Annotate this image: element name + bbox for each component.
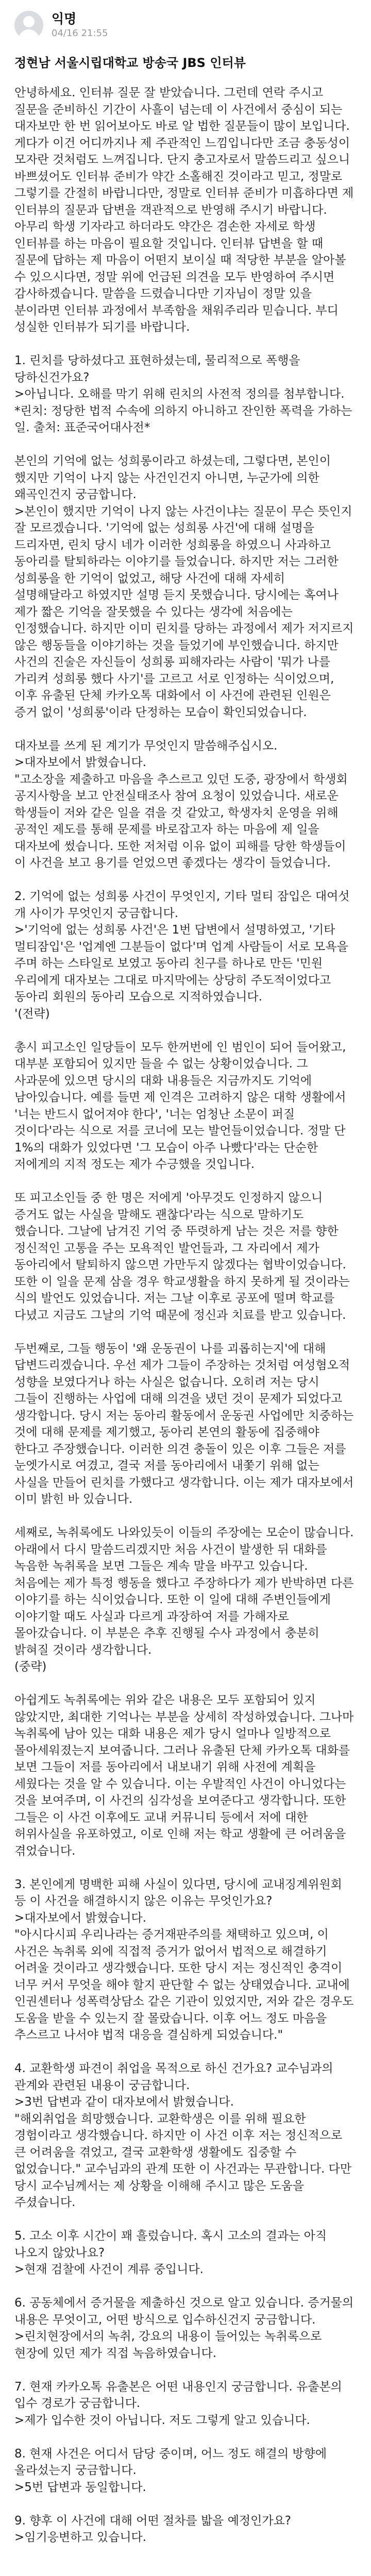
author-name: 익명	[52, 11, 77, 26]
post-header	[14, 9, 357, 41]
avatar-head-shape	[23, 16, 35, 27]
avatar-body-shape	[19, 29, 39, 40]
post-title: 정현남 서울시립대학교 방송국 JBS 인터뷰	[14, 56, 246, 70]
avatar[interactable]	[14, 11, 43, 40]
post-timestamp: 04/16 21:55	[52, 28, 108, 39]
author-block	[52, 11, 108, 39]
post-body: 안녕하세요. 인터뷰 질문 잘 받았습니다. 그런데 연락 주시고 질문을 준비하신 기간이 사흘이 넘는데 이 사건에서 중심이 되는 대자보만 한 번 읽어보아도 바로 알 법한 질문들이 많이 보입니다. 게다가 이건 어디까지나 제 주관적인 느낌입니다만 조금 충동성이 모자란 것처럼도 느껴집니다. 단지 충고자로서 말씀드리고 싶으니 바쁘셨어도 인터뷰 준비가 약간 소홀해진 것이라고 믿고, 정말로 그렇기를 간절히 바랍니다만, 정말로 인터뷰 준비가 미흡하다면 제 인터뷰의 질문과 답변을 객관적으로 반영해 주시기 바랍니다. 아무리 학생 기자라고 하더라도 약간은 겸손한 자세로 학생 인터뷰를 하는 마음이 필요할 것입니다. 인터뷰 답변을 할 때 질문에 답하는 제 마음이 어떤지 보이실 때 적당한 부분을 알아볼 수 있으시다면, 정말 위에 언급된 의견을 모두 반영하여 주시면 감사하겠습니다. 말씀을 드렸습니다만 기자님이 정말 있을 분이라면 인터뷰 과정에서 부족함을 채워주리라 믿습니다. 부디 성실한 인터뷰가 되기를 바랍니다. 1. 린치를 당하셨다고 표현하셨는데, 물리적으로 폭행을 당하신건가요? >아닙니다. 오해를 막기 위해 린치의 사전적 정의를 첨부합니다. *린치: 정당한 법적 수속에 의하지 아니하고 잔인한 폭력을 가하는 일. 출처: 표준국어대사전* 본인의 기억에 없는 성희롱이라고 하셨는데, 그렇다면, 본인이 했지만 기억이 나지 않는 사건인건지 아니면, 누군가에 의한 왜곡인건지 궁금합니다. >본인이 했지만 기억이 나지 않는 사건이냐는 질문이 무슨 뜻인지 잘 모르겠습니다. '기억에 없는 성희롱 사건'에 대해 설명을 드리자면, 린치 당시 네가 이러한 성희롱을 하였으니 사과하고 동아리를 탈퇴하라는 이야기를 들었습니다. 하지만 저는 그러한 성희롱을 한 기억이 없었고, 해당 사건에 대해 자세히 설명해달라고 하였지만 설명 듣지 못했습니다. 당시에는 혹여나 제가 짧은 기억을 잘못했을 수 있다는 생각에 처음에는 인정했습니다. 하지만 이미 린치를 당하는 과정에서 제가 저지르지 않은 행동들을 이야기하는 것을 들었기에 부인했습니다. 하지만 사건의 진술은 자신들이 성희롱 피해자라는 사람이 '뭐가 나를 가리켜 성희롱 했다 사기'를 고르고 서로 인정하는 식이었으며, 이후 유출된 단체 카카오톡 대화에서 이 사건에 관련된 인원은 증거 없이 '성희롱'이라 단정하는 모습이 확인되었습니다. 대자보를 쓰게 된 계기가 무엇인지 말씀해주십시오. >대자보에서 밝혔습니다. "고소장을 제출하고 마음을 추스르고 있던 도중, 광장에서 학생회 공지사항을 보고 안전실태조사 참여 요청이 있었습니다. 새로운 학생들이 저와 같은 일을 겪을 것 같았고, 학생자치 운영을 위해 공적인 제도를 통해 문제를 바로잡고자 하는 마음에 제 일을 대자보에 썼습니다. 또한 저처럼 이유 없이 피해를 당한 학생들이 이 사건을 보고 용기를 얻었으면 좋겠다는 생각이 들었습니다. 2. 기억에 없는 성희롱 사건이 무엇인지, 기타 멀티 잠입은 대여섯 개 사이가 무엇인지 궁금합니다. >'기억에 없는 성희롱 사건'은 1번 답변에서 설명하였고, '기타 멀티잠입'은 '업계엔 그분들이 없다'며 업계 사람들이 서로 모욕을 주며 하는 스타일로 보였고 동아리 친구를 하나로 만든 '민원 우리에게 대자보는 그대로 마지막에는 상당히 주도적이었다고 동아리 회원의 동아리 모습으로 지적하였습니다. '(전략) 총시 피고소인 일당들이 모두 한꺼번에 인 범인이 되어 들어왔고, 대부분 포함되어 있지만 들을 수 없는 상황이었습니다. 그 사과문에 있으면 당시의 대화 내용들은 지금까지도 기억에 남아있습니다. 예를 들면 제 인격은 고려하지 않은 대학 생활에서 '너는 반드시 없어져야 한다', '너는 엄청난 소문이 퍼질 것이다'라는 식으로 저를 코너에 모는 발언들이었습니다. 정말 단 1%의 대화가 있었다면 '그 모습이 아주 나빴다'라는 단순한 저에게의 지적 정도는 제가 수긍했을 것입니다. 또 피고소인들 중 한 명은 저에게 '아무것도 인정하지 않으니 증거도 없는 사실을 말해도 괜찮다'라는 식으로 말하기도 했습니다. 그날에 남겨진 기억 중 뚜렷하게 남는 것은 저를 향한 정신적인 고통을 주는 모욕적인 발언들과, 그 자리에서 제가 동아리에서 탈퇴하지 않으면 가만두지 않겠다는 협박이었습니다. 또한 이 일을 문제 삼을 경우 학교생활을 하지 못하게 될 것이라는 식의 발언도 있었습니다. 저는 그날 이후로 공포에 떨며 학교를 다녔고 지금도 그날의 기억 때문에 정신과 치료를 받고 있습니다. 두번째로, 그들 행동이 '왜 운동권이 나를 괴롭히는지'에 대해 답변드리겠습니다. 우선 제가 그들이 주장하는 것처럼 여성혐오적 성향을 보였다거나 하는 사실은 없습니다. 오히려 저는 당시 그들이 진행하는 사업에 대해 의견을 냈던 것이 문제가 되었다고 생각합니다. 당시 저는 동아리 활동에서 운동권 사업에만 치중하는 것에 대해 문제를 제기했고, 동아리 본연의 활동에 집중해야 한다고 주장했습니다. 이러한 의견 충돌이 있은 이후 그들은 저를 눈엣가시로 여겼고, 결국 저를 동아리에서 내쫓기 위해 없는 사실을 만들어 린치를 가했다고 생각합니다. 이는 제가 대자보에서 이미 밝힌 바 있습니다. 세째로, 녹취록에도 나와있듯이 이들의 주장에는 모순이 많습니다. 아래에서 다시 말씀드리겠지만 처음 사건이 발생한 뒤 대화를 녹음한 녹취록을 보면 그들은 계속 말을 바꾸고 있습니다. 처음에는 제가 특정 행동을 했다고 주장하다가 제가 반박하면 다른 이야기를 하는 식이었습니다. 또한 이 일에 대해 주변인들에게 이야기할 때도 사실과 다르게 과장하여 저를 가해자로 몰아갔습니다. 이 부분은 추후 진행될 수사 과정에서 충분히 밝혀질 것이라 생각합니다. (중략) 아쉽게도 녹취록에는 위와 같은 내용은 모두 포함되어 있지 않았지만, 최대한 기억나는 부분을 상세히 작성하였습니다. 그나마 녹취록에 남아 있는 대화 내용은 제가 당시 얼마나 일방적으로 몰아세워졌는지 보여줍니다. 그러나 유출된 단체 카카오톡 대화를 보면 그들이 저를 동아리에서 내보내기 위해 사전에 계획을 세웠다는 것을 알 수 있습니다. 이는 우발적인 사건이 아니었다는 것을 보여주며, 이 사건의 심각성을 보여준다고 생각합니다. 또한 그들은 이 사건 이후에도 교내 커뮤니티 등에서 저에 대한 허위사실을 유포하였고, 이로 인해 저는 학교 생활에 큰 어려움을 겪었습니다. 3. 본인에게 명백한 피해 사실이 있다면, 당시에 교내징계위원회 등 이 사건을 해결하시지 않은 이유는 무엇인가요? >대자보에서 밝혔습니다. "아시다시피 우리나라는 증거재판주의를 채택하고 있으며, 이 사건은 녹취록 외에 직접적 증거가 없어서 법적으로 해결하기 어려울 것이라고 생각했습니다. 또한 당시 저는 정신적인 충격이 너무 커서 무엇을 해야 할지 판단할 수 없는 상태였습니다. 교내에 인권센터나 성폭력상담소 같은 기관이 있었지만, 저와 같은 경우도 도움을 받을 수 있는지 잘 몰랐습니다. 이후 어느 정도 마음을 추스르고 나서야 법적 대응을 결심하게 되었습니다." 4. 교환학생 파견이 취업을 목적으로 하신 건가요? 교수님과의 관계와 관련된 내용이 궁금합니다. >3번 답변과 같이 대자보에서 밝혔습니다. "해외취업을 희망했습니다. 교환학생은 이를 위해 필요한 경험이라고 생각했습니다. 하지만 이 사건 이후 저는 정신적으로 큰 어려움을 겪었고, 결국 교환학생 생활에도 집중할 수 없었습니다." 교수님과의 관계 또한 이 사건과는 무관합니다. 다만 당시 교수님께서는 제 상황을 이해해 주시고 많은 도움을 주셨습니다. 5. 고소 이후 시간이 꽤 흘렀습니다. 혹시 고소의 결과는 아직 나오지 않았나요? >현재 검찰에 사건이 계류 중입니다. 6. 공동체에서 증거물을 제출하신 것으로 알고 있습니다. 증거물의 내용은 무엇이고, 어떤 방식으로 입수하신건지 궁금합니다. >린치현장에서의 녹취, 강요의 내용이 들어있는 녹취록으로 현장에 있던 제가 직접 녹음하였습니다. 7. 현재 카카오톡 유출본은 어떤 내용인지 궁금합니다. 유출본의 입수 경로가 궁금합니다. >제가 입수한 것이 아닙니다. 저도 그렇게 알고 있습니다. 8. 현재 사건은 어디서 담당 중이며, 어느 정도 해결의 방향에 올라섰는지 궁금합니다. >5번 답변과 동일합니다. 9. 향후 이 사건에 대해 어떤 절차를 밟을 예정인가요? >임기응변하고 있습니다.	[14, 86, 354, 2544]
